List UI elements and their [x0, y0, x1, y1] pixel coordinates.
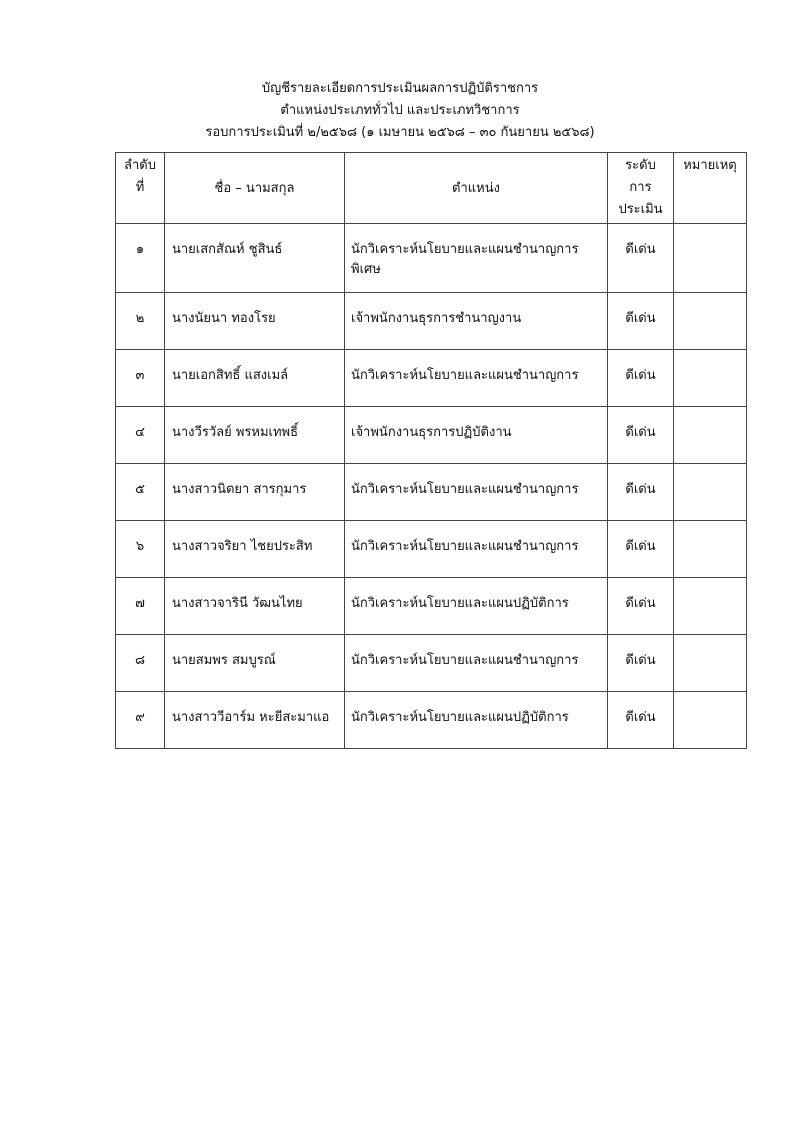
row-position: นักวิเคราะห์นโยบายและแผนชำนาญการ [345, 350, 608, 407]
row-no: ๑ [116, 224, 165, 293]
row-level: ดีเด่น [608, 635, 674, 692]
row-level: ดีเด่น [608, 407, 674, 464]
row-no: ๓ [116, 350, 165, 407]
row-name: นางวีรวัลย์ พรหมเทพธิ์ [165, 407, 345, 464]
row-no: ๙ [116, 692, 165, 749]
row-note [674, 224, 747, 293]
row-note [674, 692, 747, 749]
table-row [116, 224, 747, 293]
row-no: ๘ [116, 635, 165, 692]
table-row [116, 464, 747, 521]
row-name: นายสมพร สมบูรณ์ [165, 635, 345, 692]
table-row [116, 635, 747, 692]
table-row [116, 293, 747, 350]
row-note [674, 407, 747, 464]
evaluation-table [115, 152, 747, 749]
row-name: นางนัยนา ทองโรย [165, 293, 345, 350]
document-title [0, 78, 800, 144]
row-name: นางสาวจารินี วัฒนไทย [165, 578, 345, 635]
row-no: ๔ [116, 407, 165, 464]
row-name: นายเสกสัณห์ ชูสินธ์ [165, 224, 345, 293]
table-row [116, 521, 747, 578]
row-name: นางสาวจริยา ไชยประสิท [165, 521, 345, 578]
row-position: นักวิเคราะห์นโยบายและแผนชำนาญการ [345, 635, 608, 692]
row-position: นักวิเคราะห์นโยบายและแผนปฏิบัติการ [345, 578, 608, 635]
table-row [116, 578, 747, 635]
row-level: ดีเด่น [608, 521, 674, 578]
row-level: ดีเด่น [608, 224, 674, 293]
title-line-2: ตำแหน่งประเภททั่วไป และประเภทวิชาการ [280, 103, 520, 118]
row-no: ๗ [116, 578, 165, 635]
header-name: ชื่อ – นามสกุล [165, 153, 345, 224]
row-no: ๖ [116, 521, 165, 578]
row-level: ดีเด่น [608, 692, 674, 749]
header-level: ระดับ การ ประเมิน [608, 153, 674, 224]
row-note [674, 635, 747, 692]
row-name: นายเอกสิทธิ์ แสงเมล์ [165, 350, 345, 407]
table-row [116, 692, 747, 749]
row-position: นักวิเคราะห์นโยบายและแผนชำนาญการพิเศษ [345, 224, 608, 293]
title-line-3: รอบการประเมินที่ ๒/๒๕๖๘ (๑ เมษายน ๒๕๖๘ – ๓๐ กันยายน ๒๕๖๘) [205, 125, 595, 140]
row-note [674, 578, 747, 635]
row-position: นักวิเคราะห์นโยบายและแผนปฏิบัติการ [345, 692, 608, 749]
row-level: ดีเด่น [608, 464, 674, 521]
table-header-row [116, 153, 747, 224]
title-line-1: บัญชีรายละเอียดการประเมินผลการปฏิบัติราชการ [261, 81, 539, 96]
row-level: ดีเด่น [608, 293, 674, 350]
row-name: นางสาวนิตยา สารกุมาร [165, 464, 345, 521]
row-note [674, 521, 747, 578]
table-row [116, 350, 747, 407]
row-note [674, 350, 747, 407]
header-no: ลำดับ ที่ [116, 153, 165, 224]
row-position: นักวิเคราะห์นโยบายและแผนชำนาญการ [345, 521, 608, 578]
row-position: เจ้าพนักงานธุรการชำนาญงาน [345, 293, 608, 350]
row-no: ๕ [116, 464, 165, 521]
row-no: ๒ [116, 293, 165, 350]
row-level: ดีเด่น [608, 578, 674, 635]
table-row [116, 407, 747, 464]
header-position: ตำแหน่ง [345, 153, 608, 224]
row-note [674, 293, 747, 350]
row-level: ดีเด่น [608, 350, 674, 407]
row-note [674, 464, 747, 521]
row-position: เจ้าพนักงานธุรการปฏิบัติงาน [345, 407, 608, 464]
header-note: หมายเหตุ [674, 153, 747, 224]
row-position: นักวิเคราะห์นโยบายและแผนชำนาญการ [345, 464, 608, 521]
row-name: นางสาววีอาร์ม หะยีสะมาแอ [165, 692, 345, 749]
